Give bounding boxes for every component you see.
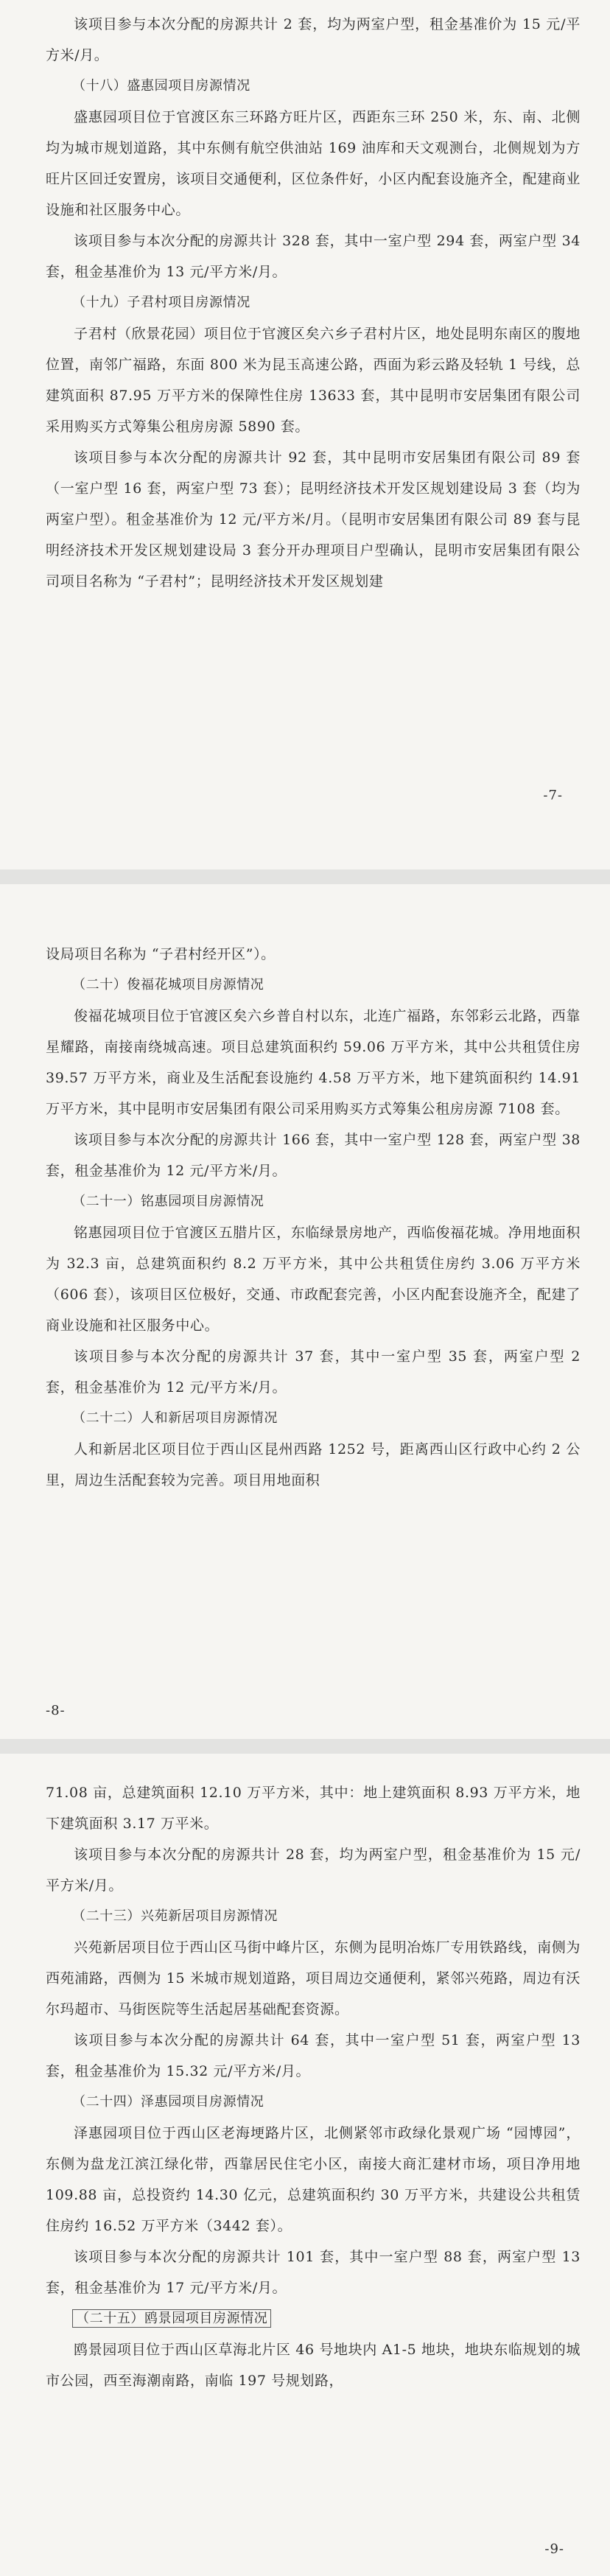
section-heading-25 [46,2303,581,2334]
section-heading-22: （二十二）人和新居项目房源情况 [72,1410,278,1426]
paragraph: 该项目参与本次分配的房源共计 64 套，其中一室户型 51 套，两室户型 13 套，租金基准价为 15.32 元/平方米/月。 [46,2032,581,2079]
page-number: -7- [543,788,563,803]
paragraph: 该项目参与本次分配的房源共计 101 套，其中一室户型 88 套，两室户型 13 套，租金基准价为 17 元/平方米/月。 [46,2249,581,2296]
paragraph: 该项目参与本次分配的房源共计 328 套，其中一室户型 294 套，两室户型 34 套，租金基准价为 13 元/平方米/月。 [46,233,581,280]
section-heading-18: （十八）盛惠园项目房源情况 [72,78,250,94]
page-9 [0,1754,610,2576]
page-number: -8- [46,1703,66,1718]
paragraph: 盛惠园项目位于官渡区东三环路方旺片区，西距东三环 250 米，东、南、北侧均为城市规划道路，其中东侧有航空供油站 169 油库和天文观测台，北侧规划为方旺片区回迁安置房，该项目交通便利，区位条件好，小区内配套设施齐全，配建商业设施和社区服务中心。 [46,109,581,218]
section-heading-25-label: （二十五）鸥景园项目房源情况 [72,2309,271,2328]
paragraph: 泽惠园项目位于西山区老海埂路片区，北侧紧邻市政绿化景观广场 “园博园”，东侧为盘龙江滨江绿化带，西靠居民住宅小区，南接大商汇建材市场，项目净用地 109.88 亩，总投资约 14.30 亿元，总建筑面积约 30 万平方米，共建设公共租赁住房约 16.52 万平方米（3442 套）。 [46,2125,581,2234]
paragraph: 兴苑新居项目位于西山区马街中峰片区，东侧为昆明冶炼厂专用铁路线，南侧为西苑浦路，西侧为 15 米城市规划道路，项目周边交通便利，紧邻兴苑路，周边有沃尔玛超市、马街医院等生活起居基础配套资源。 [46,1939,581,2017]
paragraph: 俊福花城项目位于官渡区矣六乡普自村以东，北连广福路，东邻彩云北路，西靠星耀路，南接南绕城高速。项目总建筑面积约 59.06 万平方米，其中公共租赁住房 39.57 万平方米，商业及生活配套设施约 4.58 万平方米，地下建筑面积约 14.91 万平方米，其中昆明市安居集团有限公司采用购买方式筹集公租房房源 7108 套。 [46,1008,581,1117]
page-content [46,9,581,597]
paragraph: 鸥景园项目位于西山区草海北片区 46 号地块内 A1-5 地块，地块东临规划的城市公园，西至海潮南路，南临 197 号规划路， [46,2342,581,2389]
section-heading-19: （十九）子君村项目房源情况 [72,295,250,310]
section-heading-20: （二十）俊福花城项目房源情况 [72,977,264,993]
paragraph: 铭惠园项目位于官渡区五腊片区，东临绿景房地产，西临俊福花城。净用地面积为 32.3 亩，总建筑面积约 8.2 万平方米，其中公共租赁住房约 3.06 万平方米（606 套），该项目区位极好，交通、市政配套完善，小区内配套设施齐全，配建了商业设施和社区服务中心。 [46,1225,581,1334]
section-heading-24: （二十四）泽惠园项目房源情况 [72,2094,264,2110]
paragraph: 人和新居北区项目位于西山区昆州西路 1252 号，距离西山区行政中心约 2 公里，周边生活配套较为完善。项目用地面积 [46,1441,581,1488]
page-8 [0,884,610,1739]
paragraph-continued: 设局项目名称为 “子君村经开区”）。 [46,946,276,962]
paragraph-continued: 71.08 亩，总建筑面积 12.10 万平方米，其中：地上建筑面积 8.93 万平方米，地下建筑面积 3.17 万平米。 [46,1785,581,1832]
paragraph: 该项目参与本次分配的房源共计 28 套，均为两室户型，租金基准价为 15 元/平方米/月。 [46,1847,581,1894]
paragraph: 子君村（欣景花园）项目位于官渡区矣六乡子君村片区，地处昆明东南区的腹地位置，南邻广福路，东面 800 米为昆玉高速公路，西面为彩云路及轻轨 1 号线，总建筑面积 87.95 万平方米的保障性住房 13633 套，其中昆明市安居集团有限公司采用购买方式筹集公租房房源 5890 套。 [46,326,581,435]
section-heading-21: （二十一）铭惠园项目房源情况 [72,1194,264,1209]
paragraph: 该项目参与本次分配的房源共计 2 套，均为两室户型，租金基准价为 15 元/平方米/月。 [46,16,581,63]
paragraph: 该项目参与本次分配的房源共计 92 套，其中昆明市安居集团有限公司 89 套（一室户型 16 套，两室户型 73 套）；昆明经济技术开发区规划建设局 3 套（均为两室户型）。租金基准价为 12 元/平方米/月。（昆明市安居集团有限公司 89 套与昆明经济技术开发区规划建设局 3 套分开办理项目户型确认，昆明市安居集团有限公司项目名称为 “子君村”；昆明经济技术开发区规划建 [46,449,581,589]
paragraph: 该项目参与本次分配的房源共计 37 套，其中一室户型 35 套，两室户型 2 套，租金基准价为 12 元/平方米/月。 [46,1348,581,1396]
page-content [46,1777,581,2396]
page-content [46,939,581,1496]
paragraph: 该项目参与本次分配的房源共计 166 套，其中一室户型 128 套，两室户型 38 套，租金基准价为 12 元/平方米/月。 [46,1132,581,1179]
page-number: -9- [544,2541,564,2557]
page-7 [0,0,610,869]
section-heading-23: （二十三）兴苑新居项目房源情况 [72,1908,278,1924]
